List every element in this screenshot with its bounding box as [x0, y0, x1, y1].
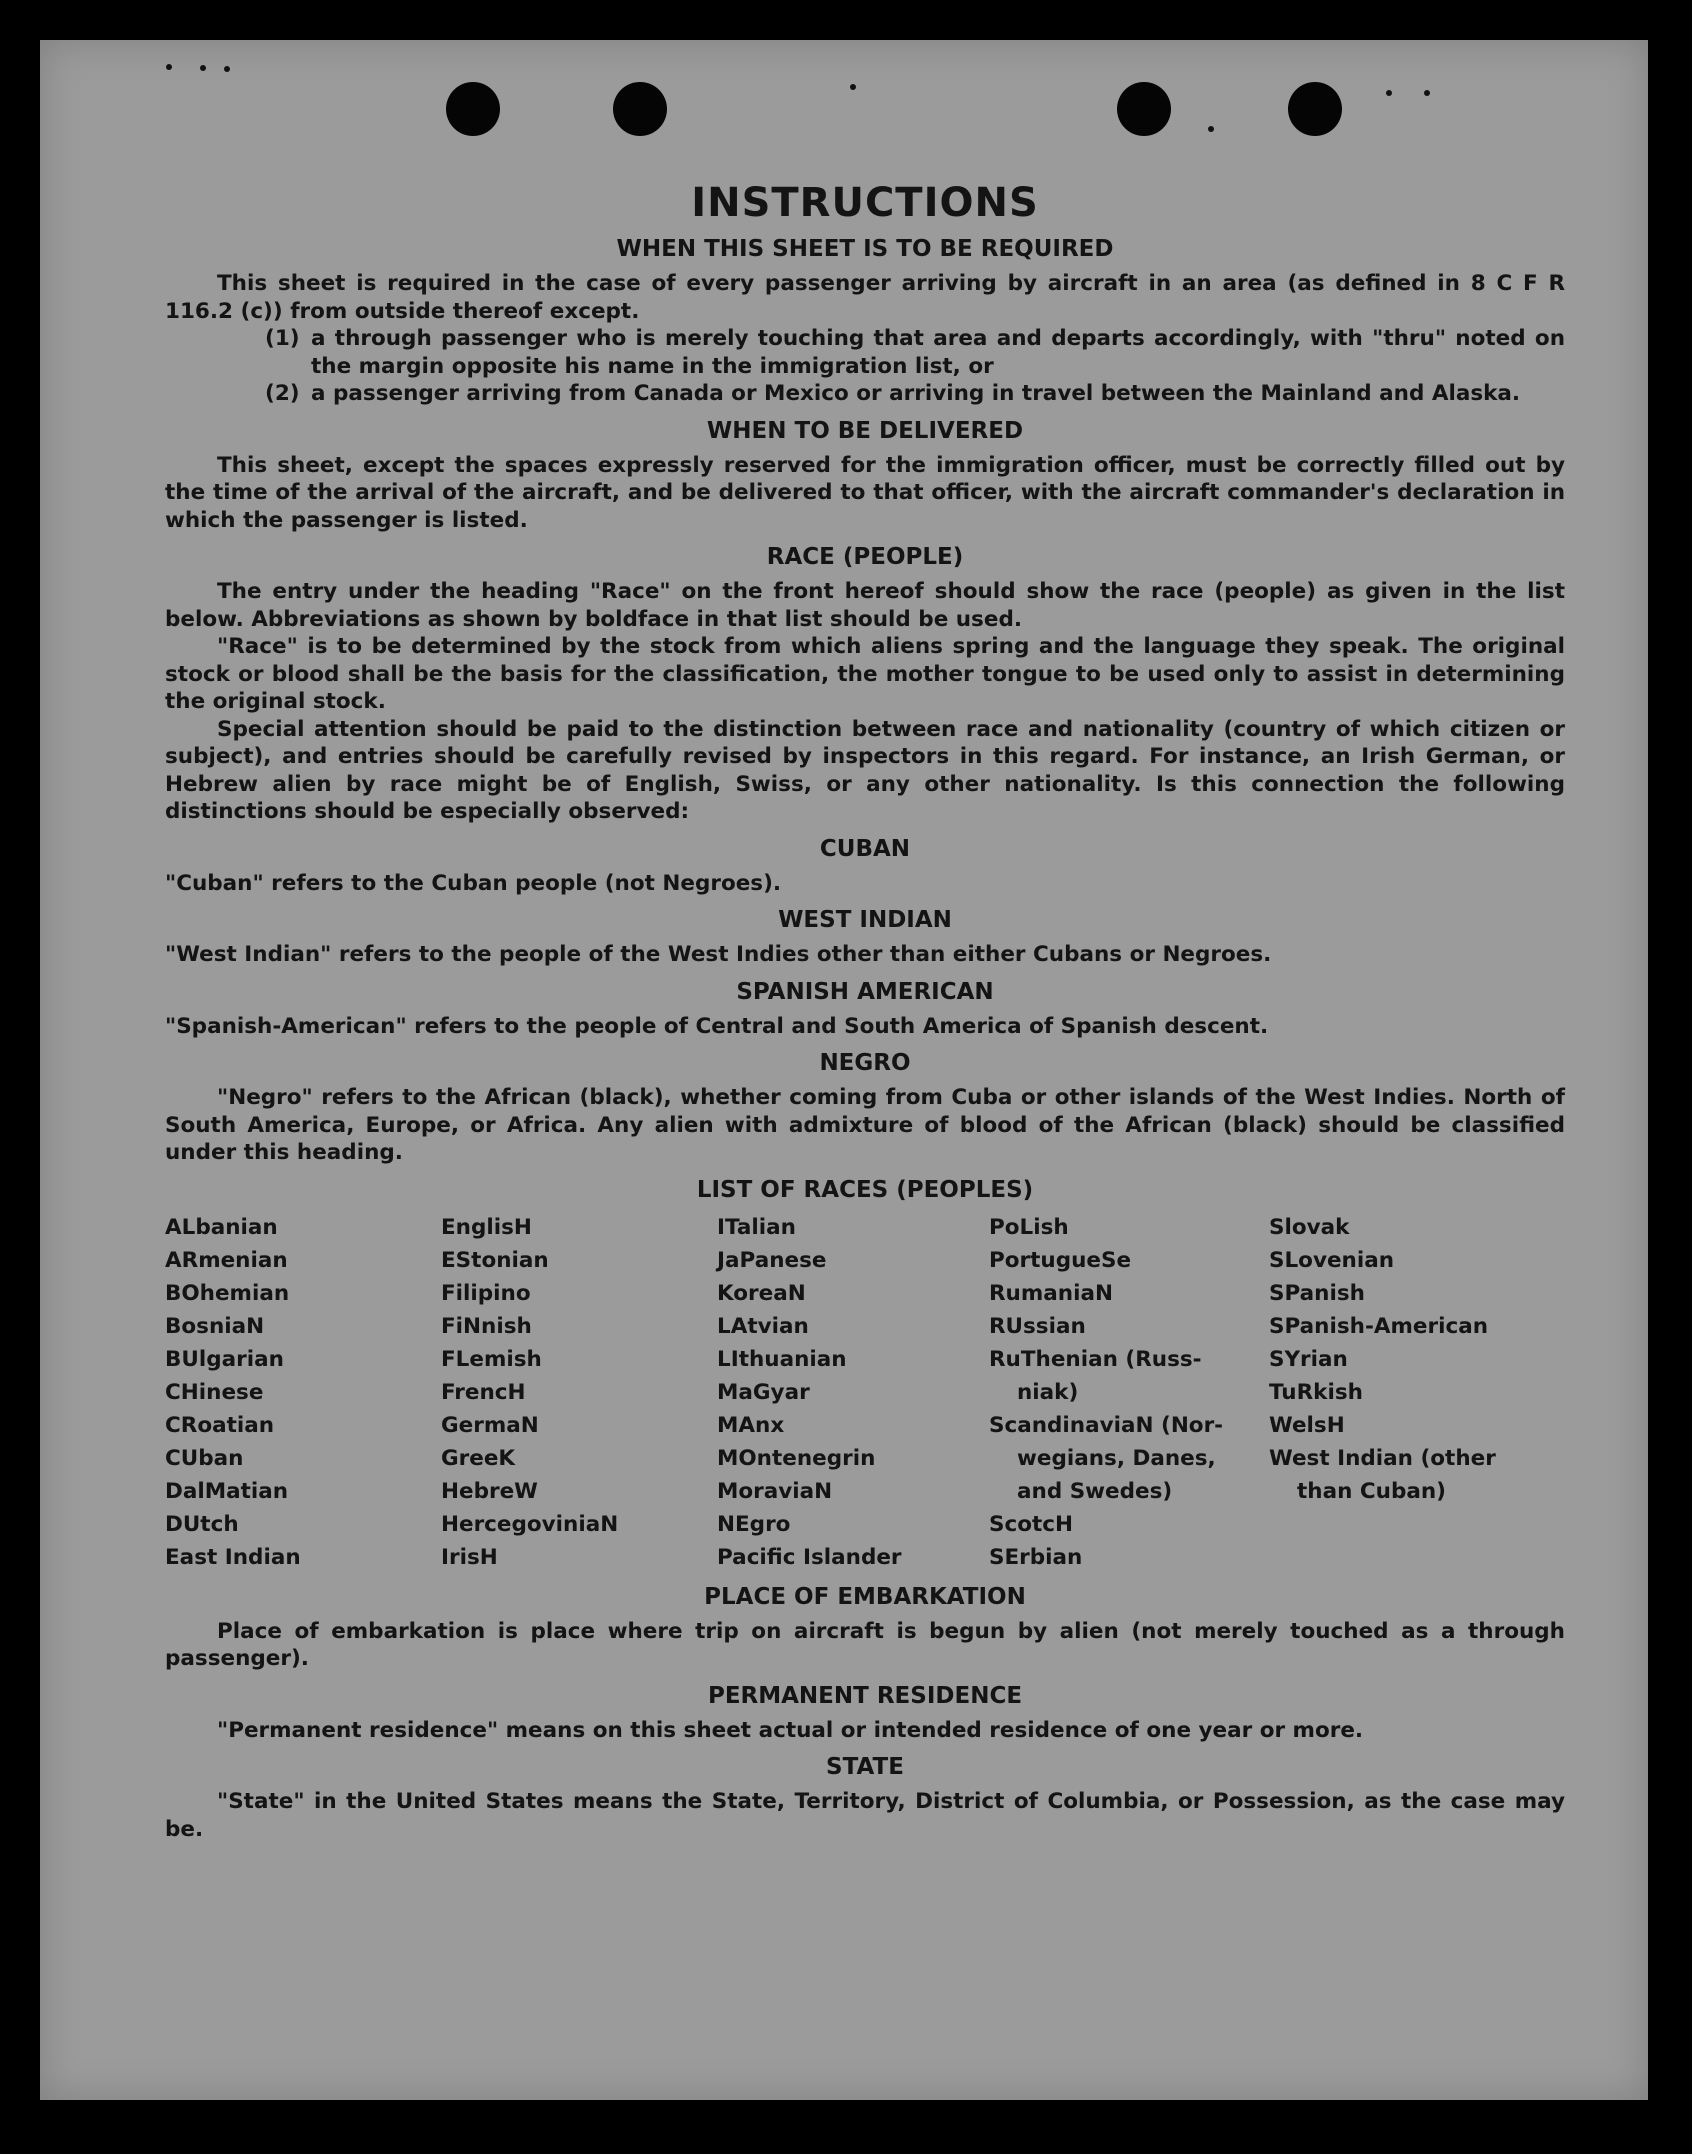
race-list-item: ScandinaviaN (Nor-	[989, 1412, 1224, 1438]
races-column	[165, 1211, 441, 1574]
speck	[1424, 90, 1430, 96]
race-list-item: DalMatian	[165, 1478, 289, 1504]
race-list-item: PortugueSe	[989, 1247, 1132, 1273]
exception-item	[265, 325, 1565, 380]
race-list-item: WelsH	[1269, 1412, 1345, 1438]
race-list-item: and Swedes)	[1017, 1478, 1173, 1504]
race-list-item: ALbanian	[165, 1214, 278, 1240]
races-column	[441, 1211, 717, 1574]
paragraph-embarkation: Place of embarkation is place where trip on aircraft is begun by alien (not merely touched as a through passenger).	[165, 1618, 1565, 1671]
races-column	[989, 1211, 1269, 1574]
race-list-item: MoraviaN	[717, 1478, 833, 1504]
race-list-item: LIthuanian	[717, 1346, 847, 1372]
race-list-item: MaGyar	[717, 1379, 810, 1405]
race-list-item: FLemish	[441, 1346, 542, 1372]
punch-hole	[446, 82, 500, 136]
race-list-item: SYrian	[1269, 1346, 1348, 1372]
heading-race: RACE (PEOPLE)	[766, 544, 964, 570]
race-list-item: IrisH	[441, 1544, 498, 1570]
heading-when-required: WHEN THIS SHEET IS TO BE REQUIRED	[616, 236, 1114, 262]
punch-hole	[1288, 82, 1342, 136]
speck	[200, 65, 206, 71]
race-list-item: CRoatian	[165, 1412, 275, 1438]
race-list-item: BUlgarian	[165, 1346, 284, 1372]
race-list-item: RumaniaN	[989, 1280, 1113, 1306]
speck	[850, 84, 856, 90]
exception-number: (2)	[265, 381, 300, 406]
punch-hole	[613, 82, 667, 136]
heading-negro: NEGRO	[819, 1050, 911, 1076]
race-list-item: SPanish-American	[1269, 1313, 1489, 1339]
speck	[1208, 126, 1214, 132]
races-list	[165, 1211, 1565, 1574]
race-list-item: LAtvian	[717, 1313, 809, 1339]
race-list-item: ARmenian	[165, 1247, 288, 1273]
race-list-item: JaPanese	[717, 1247, 827, 1273]
races-column	[717, 1211, 989, 1574]
race-list-item: niak)	[1017, 1379, 1079, 1405]
race-list-item: Filipino	[441, 1280, 531, 1306]
instructions-content	[165, 140, 1565, 1843]
race-list-item: DUtch	[165, 1511, 239, 1537]
punch-hole	[1117, 82, 1171, 136]
race-list-item: FrencH	[441, 1379, 526, 1405]
paragraph-negro: "Negro" refers to the African (black), whether coming from Cuba or other islands of the West Indies. North of South America, Europe, or Africa. Any alien with admixture of blood of the African (black) should be classified under this heading.	[165, 1085, 1565, 1165]
race-list-item: EnglisH	[441, 1214, 532, 1240]
exception-item	[265, 380, 1565, 408]
paragraph-state: "State" in the United States means the State, Territory, District of Columbia, or Possession, as the case may be.	[165, 1789, 1565, 1842]
paragraph-cuban: "Cuban" refers to the Cuban people (not Negroes).	[165, 870, 782, 896]
race-list-item: HebreW	[441, 1478, 538, 1504]
paragraph-race-2: "Race" is to be determined by the stock from which aliens spring and the language they speak. The original stock or blood shall be the basis for the classification, the mother tongue to be used only to assist in determining the original stock.	[165, 634, 1565, 714]
race-list-item: MOntenegrin	[717, 1445, 876, 1471]
race-list-item: EStonian	[441, 1247, 549, 1273]
race-list-item: than Cuban)	[1297, 1478, 1446, 1504]
heading-cuban: CUBAN	[819, 835, 911, 862]
race-list-item: FiNnish	[441, 1313, 532, 1339]
race-list-item: PoLish	[989, 1214, 1069, 1240]
paragraph-race-3: Special attention should be paid to the distinction between race and nationality (country of which citizen or subject), and entries should be carefully revised by inspectors in this regard. For instance, an Irish German, or Hebrew alien by race might be of English, Swiss, or any other nationality. Is this connection the following distinctions should be especially observed:	[165, 716, 1565, 824]
race-list-item: GermaN	[441, 1412, 539, 1438]
race-list-item: CUban	[165, 1445, 244, 1471]
race-list-item: TuRkish	[1269, 1379, 1363, 1405]
race-list-item: RuThenian (Russ-	[989, 1346, 1202, 1372]
page-title: INSTRUCTIONS	[691, 180, 1039, 226]
heading-spanish-american: SPANISH AMERICAN	[736, 978, 994, 1005]
races-column	[1269, 1211, 1565, 1574]
race-list-item: West Indian (other	[1269, 1445, 1496, 1471]
paragraph-west-indian: "West Indian" refers to the people of the West Indies other than either Cubans or Negroes.	[165, 942, 1272, 967]
exception-text: a through passenger who is merely touching that area and departs accordingly, with "thru" noted on the margin opposite his name in the immigration list, or	[311, 326, 1565, 379]
exception-number: (1)	[265, 326, 300, 351]
heading-west-indian: WEST INDIAN	[778, 907, 952, 933]
heading-state: STATE	[826, 1754, 904, 1780]
race-list-item: SErbian	[989, 1544, 1083, 1570]
race-list-item: ScotcH	[989, 1511, 1074, 1537]
race-list-item: MAnx	[717, 1412, 785, 1438]
heading-list-of-races: LIST OF RACES (PEOPLES)	[696, 1176, 1034, 1203]
race-list-item: Pacific Islander	[717, 1544, 902, 1570]
race-list-item: ITalian	[717, 1214, 796, 1240]
paragraph-delivered: This sheet, except the spaces expressly reserved for the immigration officer, must be correctly filled out by the time of the arrival of the aircraft, and be delivered to that officer, with the aircraft commander's declaration in which the passenger is listed.	[165, 452, 1565, 533]
race-list-item: wegians, Danes,	[1017, 1445, 1216, 1471]
race-list-item: NEgro	[717, 1511, 791, 1537]
race-list-item: SPanish	[1269, 1280, 1365, 1306]
race-list-item: HercegoviniaN	[441, 1511, 619, 1537]
race-list-item: KoreaN	[717, 1280, 806, 1306]
speck	[166, 64, 172, 70]
race-list-item: BOhemian	[165, 1280, 290, 1306]
exception-text: a passenger arriving from Canada or Mexico or arriving in travel between the Mainland and Alaska.	[311, 381, 1521, 406]
speck	[224, 66, 230, 72]
paragraph-required: This sheet is required in the case of every passenger arriving by aircraft in an area (as defined in 8 C F R 116.2 (c)) from outside thereof except.	[165, 271, 1565, 324]
document-page	[40, 40, 1648, 2100]
heading-residence: PERMANENT RESIDENCE	[707, 1682, 1023, 1709]
paragraph-residence: "Permanent residence" means on this sheet actual or intended residence of one year or more.	[217, 1717, 1364, 1743]
race-list-item: CHinese	[165, 1379, 264, 1405]
race-list-item: East Indian	[165, 1544, 301, 1570]
race-list-item: Slovak	[1269, 1214, 1350, 1240]
paragraph-spanish-american: "Spanish-American" refers to the people of Central and South America of Spanish descent.	[165, 1013, 1269, 1039]
heading-embarkation: PLACE OF EMBARKATION	[704, 1583, 1026, 1610]
paragraph-race-1: The entry under the heading "Race" on the front hereof should show the race (people) as given in the list below. Abbreviations as shown by boldface in that list should be used.	[165, 579, 1565, 632]
heading-delivered: WHEN TO BE DELIVERED	[706, 417, 1024, 444]
race-list-item: RUssian	[989, 1313, 1086, 1339]
speck	[1386, 90, 1392, 96]
race-list-item: BosniaN	[165, 1313, 265, 1339]
race-list-item: SLovenian	[1269, 1247, 1395, 1273]
race-list-item: GreeK	[441, 1445, 516, 1471]
